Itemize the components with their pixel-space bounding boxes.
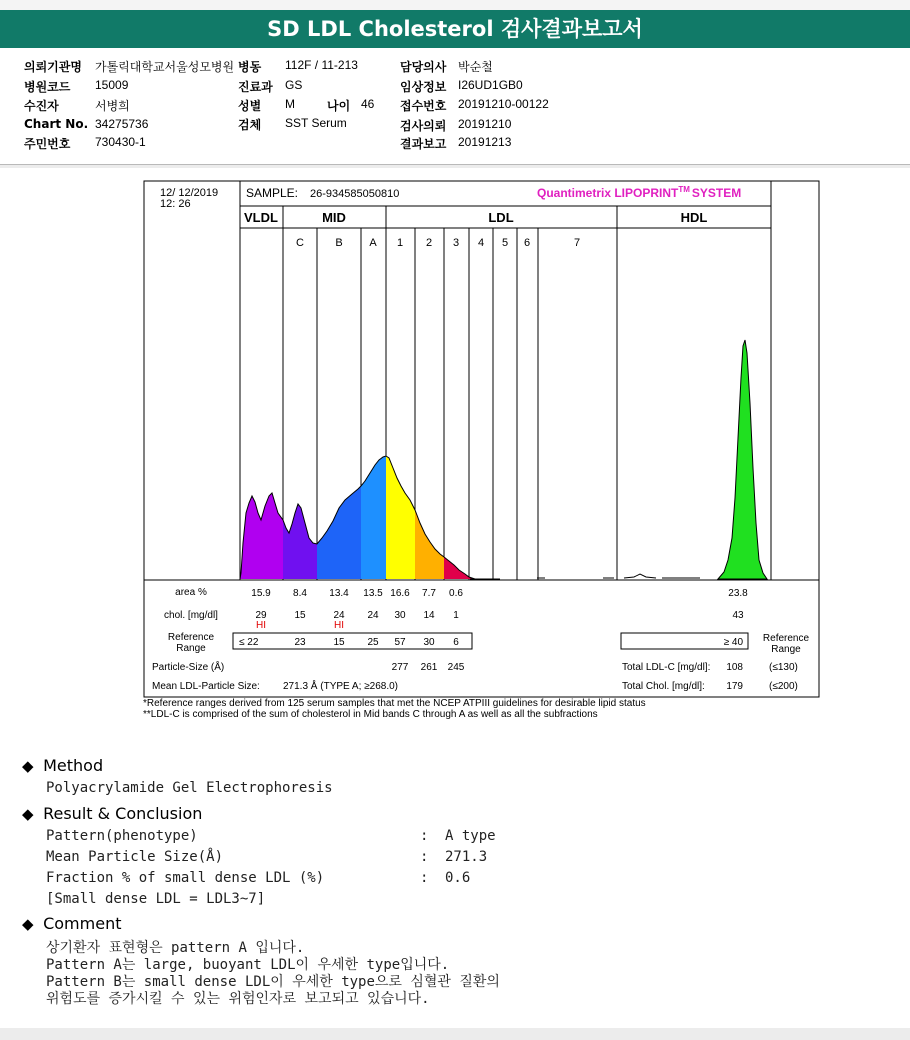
info-label: Chart No. [24,117,89,131]
result-value: 271.3 [445,849,488,865]
hdl-ref-value: ≥ 40 [723,637,743,648]
info-label: 진료과 [238,80,273,94]
info-label: 병원코드 [24,80,71,94]
area-value: 7.7 [422,588,436,599]
area-value: 15.9 [251,588,271,599]
info-value: 서병희 [95,99,130,113]
band-label: C [296,237,304,249]
method-heading [22,756,103,775]
comment-heading [22,914,121,933]
sample-label: SAMPLE: [246,186,299,200]
chol-value: 24 [367,610,379,621]
result-value: A type [445,828,496,844]
ref-right-label: Range [771,644,801,655]
info-label: 나이 [327,99,351,113]
total-ldl-value: 108 [726,662,743,673]
ref-value: 30 [423,637,435,648]
diamond-bullet-icon: ◆ [22,805,34,823]
info-value: 34275736 [95,117,149,131]
particle-size: 245 [447,662,465,673]
info-label: 수진자 [24,99,59,113]
chart-date: 12/ 12/2019 [160,187,219,199]
info-label: 성별 [238,99,262,113]
area-value: 16.6 [390,588,410,599]
result-label: Mean Particle Size(Å) [46,849,224,865]
result-heading [22,804,202,823]
chol-value: 1 [453,610,459,621]
brand-name: Quantimetrix LIPOPRINT™ SYSTEM [537,185,742,200]
footnote: **LDL-C is comprised of the sum of cholesterol in Mid bands C through A as well as all the subfractions [143,709,598,720]
result-label: Fraction % of small dense LDL (%) [46,870,325,886]
info-value: GS [285,78,303,92]
band-label: 6 [523,237,531,249]
ref-value: 25 [367,637,379,648]
result-heading-text: Result & Conclusion [43,804,203,823]
group-mid: MID [322,210,346,225]
comment-line: 위험도를 증가시킬 수 있는 위험인자로 보고되고 있습니다. [46,991,430,1007]
group-vldl: VLDL [244,210,278,225]
info-label: 병동 [238,60,262,74]
area-value: 13.5 [363,588,383,599]
ref-value: 57 [394,637,406,648]
hi-flag: HI [334,620,344,631]
diamond-bullet-icon: ◆ [22,915,34,933]
group-ldl: LDL [488,210,514,225]
chol-value: 14 [423,610,435,621]
area-value: 23.8 [728,588,748,599]
info-value: I26UD1GB0 [458,78,523,92]
particle-size: 261 [420,662,438,673]
method-text: Polyacrylamide Gel Electrophoresis [46,780,333,796]
band-label: 2 [425,237,433,249]
ref-value: 15 [333,637,345,648]
info-label: 접수번호 [400,99,447,113]
band-label: 7 [573,237,581,249]
chol-value: 30 [394,610,406,621]
info-value: 730430-1 [95,135,146,149]
info-label: 검사의뢰 [400,119,447,133]
comment-line: Pattern B는 small dense LDL이 우세한 type으로 심혈관 질환의 [46,974,500,990]
chol-value: 29 [255,610,267,621]
area-value: 8.4 [293,588,307,599]
area-value: 0.6 [449,588,463,599]
band-label: B [335,237,343,249]
ref-value: 23 [294,637,306,648]
top-strip [0,0,910,10]
lipoprint-chart [0,168,910,728]
chart-time: 12: 26 [160,198,191,210]
info-value: M [285,97,295,111]
chart-frame [144,181,819,697]
info-value: 20191213 [458,135,512,149]
info-label: 결과보고 [400,137,447,151]
chol-value: 43 [732,610,744,621]
ref-value: 6 [453,637,459,648]
ref-right-label: Reference [762,633,810,644]
report-title: SD LDL Cholesterol 검사결과보고서 [0,10,910,48]
info-label: 의뢰기관명 [24,60,82,74]
row-label-area: area % [175,587,207,598]
result-sep: : [420,870,429,886]
result-value: 0.6 [445,870,471,886]
area-value: 13.4 [329,588,349,599]
band-label: 3 [452,237,460,249]
group-hdl: HDL [680,210,708,225]
mean-particle-size: 271.3 Å (TYPE A; ≥268.0) [283,681,398,692]
total-chol-label: Total Chol. [mg/dl]: [622,681,705,692]
total-chol-ref: (≤200) [769,681,798,692]
band-label: A [369,237,377,249]
info-label: 주민번호 [24,137,71,151]
band-label: 5 [501,237,509,249]
info-label: 검체 [238,118,262,132]
row-label-chol: chol. [mg/dl] [164,610,218,621]
sample-id: 26-934585050810 [310,188,400,200]
chol-value: 24 [333,610,345,621]
info-value: 박순철 [458,60,493,74]
patient-info-panel [0,48,910,165]
info-value: 20191210-00122 [458,97,549,111]
total-ldl-label: Total LDL-C [mg/dl]: [622,662,711,673]
total-ldl-ref: (≤130) [769,662,798,673]
result-note: [Small dense LDL = LDL3~7] [46,891,266,907]
info-value: 112F / 11-213 [285,58,358,72]
diamond-bullet-icon: ◆ [22,757,34,775]
info-value: 15009 [95,78,129,92]
comment-line: 상기환자 표현형은 pattern A 입니다. [46,940,305,956]
particle-size: 277 [391,662,409,673]
comment-line: Pattern A는 large, buoyant LDL이 우세한 type입니다. [46,957,450,973]
ref-value: ≤ 22 [239,637,259,648]
result-sep: : [420,849,429,865]
chol-value: 15 [294,610,306,621]
total-chol-value: 179 [726,681,743,692]
info-value: 가톨릭대학교서울성모병원 [95,60,235,74]
info-label: 임상정보 [400,80,447,94]
row-label-mean: Mean LDL-Particle Size: [152,681,260,692]
report-body [0,168,910,1028]
result-sep: : [420,828,429,844]
row-label-ref: Reference [167,632,215,643]
info-label: 담당의사 [400,60,447,74]
info-value: 46 [361,97,375,111]
band-label: 1 [396,237,404,249]
comment-heading-text: Comment [43,914,122,933]
info-value: SST Serum [285,116,347,130]
footnote: *Reference ranges derived from 125 serum samples that met the NCEP ATPIII guidelines for desirable lipid status [143,698,646,709]
row-label-ref: Range [176,643,206,654]
method-heading-text: Method [43,756,104,775]
result-label: Pattern(phenotype) [46,828,198,844]
info-value: 20191210 [458,117,512,131]
hi-flag: HI [256,620,266,631]
band-label: 4 [477,237,485,249]
row-label-particle: Particle-Size (Å) [152,662,225,673]
